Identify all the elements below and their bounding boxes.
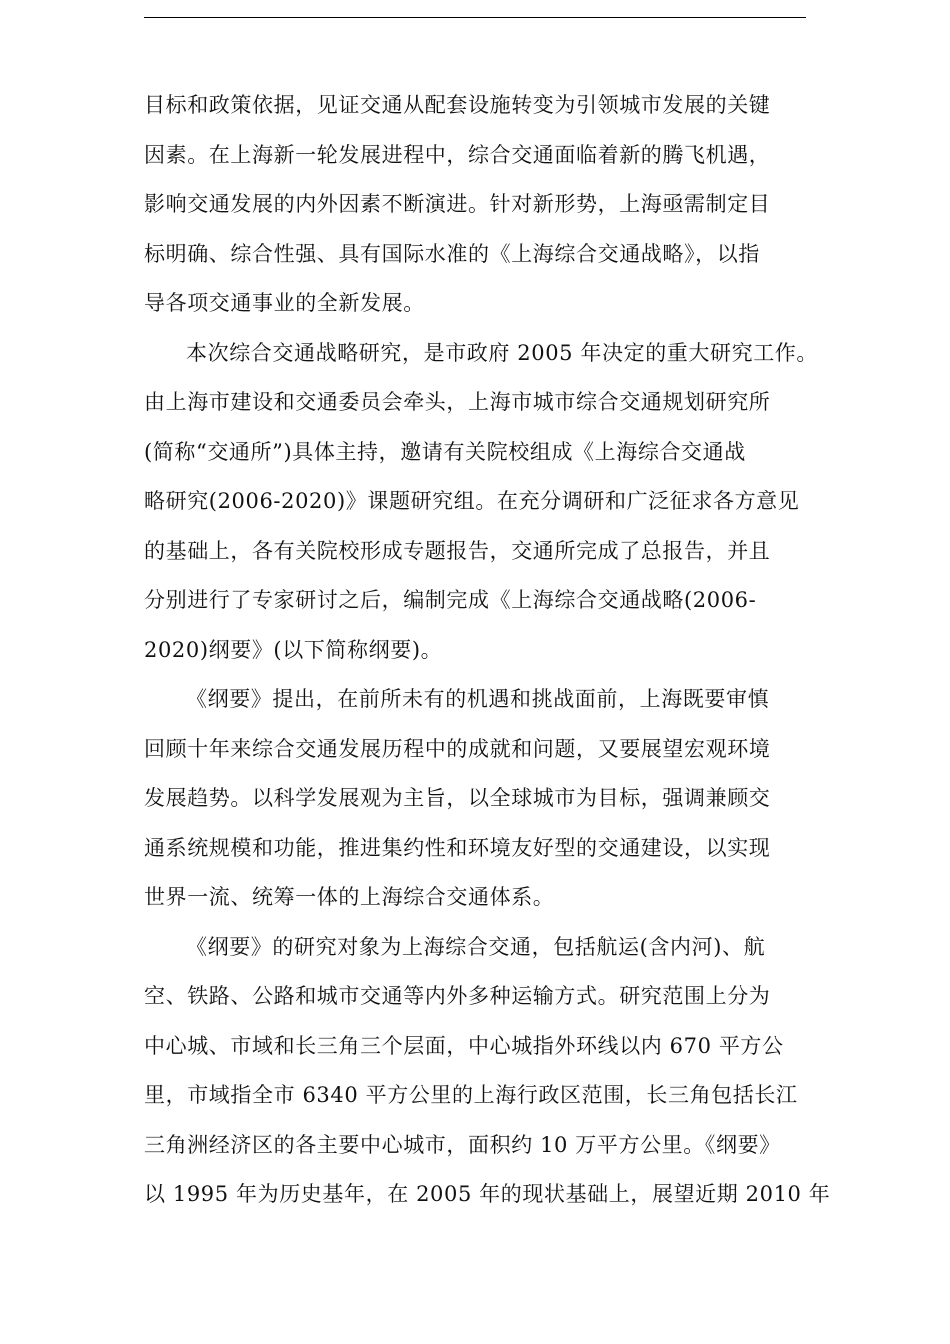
paragraph-line: 《纲要》的研究对象为上海综合交通，包括航运(含内河)、航 [186, 934, 766, 959]
paragraph-line: 发展趋势。以科学发展观为主旨，以全球城市为目标，强调兼顾交 [144, 786, 771, 810]
paragraph-line: 目标和政策依据，见证交通从配套设施转变为引领城市发展的关键 [144, 93, 771, 117]
paragraph-line: 里，市域指全市 6340 平方公里的上海行政区范围，长三角包括长江 [144, 1083, 798, 1107]
header-rule [144, 17, 806, 18]
paragraph [144, 329, 820, 676]
paragraph-line: 2020)纲要》(以下简称纲要)。 [144, 637, 443, 662]
paragraph-line: (简称“交通所”)具体主持，邀请有关院校组成《上海综合交通战 [144, 439, 746, 464]
paragraph [144, 81, 820, 329]
document-body [144, 81, 831, 1220]
paragraph [144, 675, 820, 923]
paragraph-line: 空、铁路、公路和城市交通等内外多种运输方式。研究范围上分为 [144, 984, 771, 1008]
paragraph-line: 回顾十年来综合交通发展历程中的成就和问题，又要展望宏观环境 [144, 736, 771, 761]
paragraph-line: 的基础上，各有关院校形成专题报告，交通所完成了总报告，并且 [144, 538, 771, 563]
paragraph-line: 本次综合交通战略研究，是市政府 2005 年决定的重大研究工作。 [186, 340, 818, 365]
paragraph-line: 由上海市建设和交通委员会牵头，上海市城市综合交通规划研究所 [144, 390, 771, 414]
paragraph-line: 因素。在上海新一轮发展进程中，综合交通面临着新的腾飞机遇， [144, 142, 771, 167]
paragraph-line: 中心城、市域和长三角三个层面，中心城指外环线以内 670 平方公 [144, 1033, 784, 1058]
paragraph-line: 世界一流、统筹一体的上海综合交通体系。 [144, 885, 555, 909]
paragraph-line: 《纲要》提出，在前所未有的机遇和挑战面前，上海既要审慎 [186, 687, 770, 711]
paragraph-line: 略研究(2006-2020)》课题研究组。在充分调研和广泛征求各方意见 [144, 489, 800, 513]
paragraph-line: 三角洲经济区的各主要中心城市，面积约 10 万平方公里。《纲要》 [144, 1132, 781, 1157]
paragraph-line: 导各项交通事业的全新发展。 [144, 291, 425, 315]
paragraph-line: 分别进行了专家研讨之后，编制完成《上海综合交通战略(2006- [144, 588, 757, 612]
paragraph-line: 以 1995 年为历史基年，在 2005 年的现状基础上，展望近期 2010 年 [144, 1182, 831, 1206]
paragraph [144, 923, 831, 1220]
paragraph-line: 标明确、综合性强、具有国际水准的《上海综合交通战略》，以指 [144, 241, 760, 266]
paragraph-line: 影响交通发展的内外因素不断演进。针对新形势，上海亟需制定目 [144, 192, 771, 216]
paragraph-line: 通系统规模和功能，推进集约性和环境友好型的交通建设，以实现 [144, 835, 771, 860]
